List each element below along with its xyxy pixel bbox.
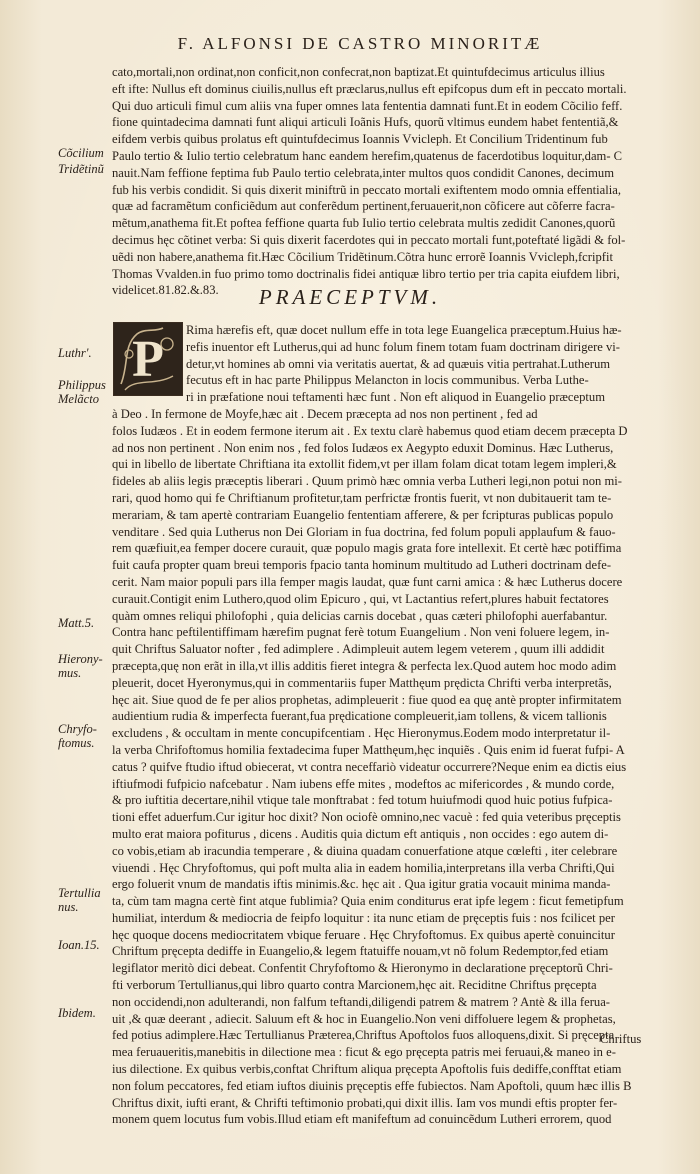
text-line: à Deo . In fermone de Moyfe,hæc ait . Decem præcepta ad nos non pertinent , fed ad <box>112 406 538 421</box>
text-line: pleuerit, docet Hyeronymus,qui in commentariis fuper Matthęum prędicta Chrifti verba interpretãs, <box>112 675 612 690</box>
text-line: videlicet.81.82.&.83. <box>112 283 219 298</box>
text-line: quit Chriftus Saluator nofter , fed adimplere . Adimpleuit autem legem veterem , quum illi addidit <box>112 642 605 657</box>
text-line: fub his verbis condidit. Si quis dixerit miniftrũ in peccato mortali exiftentem modo omnia effentialia, <box>112 182 622 197</box>
text-line: Chriftum pręcepta dediffe in Euangelio,& legem ftatuiffe nouam,vt nõ folum Redemptor,fed etiam <box>112 944 609 959</box>
text-line: rari, quod homo qui fe Chriftianum profitetur,tam perfrictæ frontis fuerit, vt non dubitauerit tam te- <box>112 490 612 505</box>
marginal-hieronymus: Hierony- mus. <box>58 652 103 680</box>
marginal-luther: Luthr'. <box>58 346 92 360</box>
marginal-tertullianus: Tertullia nus. <box>58 886 101 914</box>
text-line: catus ? quifve ftudio iftud obiecerat, vt contra neceffariò videatur occurrere?Neque enim ea dictis eius <box>112 759 627 774</box>
text-line: iftiufmodi fufpicio nafcebatur . Nam iubens effe mites , modeftos ac mifericordes , & mundo corde, <box>112 776 615 791</box>
text-line: ri in præfatione noui teftamenti hæc funt . Non eft aliquod in Euangelio præceptum <box>186 390 605 405</box>
text-line: tioni effet aduerfum.Cur igitur hoc dixit? Non ociofè omnino,nec vacuè : fed quia veteribus pręceptis <box>112 810 621 825</box>
text-line: ius dilectione. Ex quibus verbis,conftat Chriftum aliqua pręcepta Apoftolis fuis dediffe,confftat etiam <box>112 1062 622 1077</box>
text-line: fuit caufa propter quam breui temporis fpacio tanta hominum multitudo ad Lutheri doctrinam defe- <box>112 558 612 573</box>
marginal-matt: Matt.5. <box>58 616 95 630</box>
section-title: PRAECEPTVM. <box>258 285 442 309</box>
text-line: viuendi . Hęc Chryfoftomus, qui poft multa alia in eadem homilia,interpretans illa verba Chrifti,Qui <box>112 860 615 875</box>
catchword: Chriftus <box>600 1032 642 1046</box>
text-line: monem quem locutus fum vobis.Illud etiam eft manifeftum ad conuincẽdum Lutheri errorem, quod <box>112 1112 612 1127</box>
text-line: fed potius adimplere.Hæc Tertullianus Præterea,Chriftus Apoftolos fuos alloquens,dixit. Si pręcepta <box>112 1028 615 1043</box>
text-line: quæ ad facramẽtum conficiẽdum aut conferẽdum pertinent,feruauerit,non cõficere aut cõferre facra- <box>112 199 615 214</box>
text-line: ergo foluerit vnum de mandatis iftis minimis.&c. hęc ait . Qua igitur gratia vocauit minima manda- <box>112 877 611 892</box>
text-line: Chriftus dixit, iufti erant, & Chrifti teftimonio probati,qui dixit illis. Iam vos mundi eftis propter fer- <box>112 1095 618 1110</box>
text-line: Contra hanc peftilentiffimam hærefim pugnat ferè totum Euangelium . Non veni foluere legem, in- <box>112 625 610 640</box>
marginal-philippus: Philippus Melãcto <box>58 378 106 406</box>
text-line: co vobis,etiam ab iracundia temperare , & diuina quadam conuerfatione atque cœlefti , iter celebrare <box>112 843 618 858</box>
text-line: decimus hęc cõtinet verba: Si quis dixerit facerdotes qui in peccato mortali funt,poteftaté ligãdi & fol- <box>112 232 626 247</box>
text-line: non occidendi,non adulterandi, non falfum teftandi,diligendi patrem & matrem ? Antè & illa ferua- <box>112 994 610 1009</box>
text-line: rem quæfiuit,ea femper docere curauit, quæ populo magis grata fore intellexit. Et certè hæc potiffima <box>112 541 622 556</box>
text-line: ta, cùm tam magna certè fint atque fublimia? Quia enim conditurus erat ipfe legem : ficut femetipfum <box>112 894 624 909</box>
text-line: multo erat maiora pofiturus , dicens . Auditis quia dictum eft antiquis , non occides : ego autem di- <box>112 826 609 841</box>
text-line: fecutus eft in hac parte Philippus Melancton in locis communibus. Verba Luthe- <box>186 373 589 388</box>
text-line: audientium rudia & imperfecta fuerant,fua prędicatione compleuerit,iam tollens, & vicem tallionis <box>112 709 607 724</box>
text-line: Paulo tertio & Iulio tertio celebratum hanc eandem herefim,quatenus de facerdotibus loquitur,dam- C <box>112 148 623 163</box>
text-line: fione quintadecima damnati funt aliqui articuli Ioãnis Hufs, quorũ vltimus eundem habet fententiã,& <box>112 115 619 130</box>
marginal-ioan: Ioan.15. <box>58 938 100 952</box>
text-line: quàm omnes reliqui philofophi , quia delicias carnis docebat , quas cæteri philofophi auerfabantur. <box>112 608 608 623</box>
marginal-concilium: Cõcilium <box>58 146 104 160</box>
text-line: uit ,& quæ deerant , adiecit. Saluum eft & hoc in Euangelio.Non veni diffoluere legem & prophetas, <box>112 1011 616 1026</box>
text-line: Thomas Vvalden.in fuo primo tomo doctrinalis fidei antiquæ libro tertio per tria capita eiufdem libri, <box>112 266 620 281</box>
marginal-tridentinum: Tridẽtinũ <box>58 162 104 176</box>
text-line: nauit.Nam feffione feptima fub Paulo tertio celebrata,inter multos quos condidit Canones, decimum <box>112 165 614 180</box>
text-line: detur,vt homines ab omni via veritatis auertat, & ad quæuis vitia pertrahat.Lutherum <box>186 356 611 371</box>
text-line: fideles ab aliis legis præceptis liberari . Quum primò hæc omnia verba Lutheri legi,non potui non mi- <box>112 474 622 489</box>
text-line: folos Iudæos . Et in eodem fermone iterum ait . Ex textu clarè habemus quod etiam decem præcepta D <box>112 423 628 438</box>
text-line: qui in libello de libertate Chriftiana ita extollit fidem,vt per illam folam dicat totam legem impleri,& <box>112 457 617 472</box>
text-line: non folum peccatores, fed etiam iuftos diuinis pręceptis effe fubiectos. Nam Apoftoli, quum hæc illis B <box>112 1078 632 1093</box>
text-line: curauit.Contigit enim Luthero,quod olim Epicuro , qui, vt Lactantius refert,plures habuit fectatores <box>112 591 609 606</box>
text-line: hęc quoque docens mediocritatem vbique feruare . Hęc Chryfoftomus. Ex quibus apertè conuincitur <box>112 927 615 942</box>
text-line: venditare . Sed quia Lutherus non Dei Gloriam in fua doctrina, fed folum populi applaufum & fauo- <box>112 524 616 539</box>
text-line: hęc ait. Siue quod de fe per alios prophetas, adimpleuerit : fiue quod ea quę antè propter infirmitatem <box>112 692 622 707</box>
main-text-block <box>112 322 650 1128</box>
text-line: la verba Chrifoftomus homilia fextadecima fuper Matthęum,hęc inquiẽs . Quis enim id fuerat fufpi- A <box>112 742 625 757</box>
marginal-ibidem: Ibidem. <box>58 1006 96 1020</box>
text-line: eft ifte: Nullus eft dominus ciuilis,nullus eft præclarus,nullus eft epifcopus dum eft in peccato mortali. <box>112 81 627 96</box>
text-line: Qui duo articuli fimul cum aliis vna fuper omnes lata fententia damnati funt.Et in eodem Cõcilio feff. <box>112 98 623 113</box>
svg-text:P: P <box>132 331 164 388</box>
text-line: mea feruaueritis,manebitis in dilectione mea : ficut & ego pręcepta patris mei feruaui,& maneo in e- <box>112 1045 616 1060</box>
running-head: F. ALFONSI DE CASTRO MINORITÆ <box>177 34 543 53</box>
text-line: Rima hærefis eft, quæ docet nullum effe in tota lege Euangelica præceptum.Huius hæ- <box>186 323 622 337</box>
text-line: uẽdi non habere,anathema fit.Hæc Cõcilium Tridẽtinum.Cõtra hunc errorẽ Ioannis Vvicleph,fcripfit <box>112 249 613 264</box>
text-line: & pro iuftitia decertare,nihil vtique tale monftrabat : fed totum huiufmodi quod huic potius fufpica- <box>112 793 613 808</box>
marginal-chrysostomus: Chryfo- ftomus. <box>58 722 97 750</box>
text-line: cerit. Nam maior populi pars illa femper magis laudat, quæ funt carni amica : & hæc Lutherus docere <box>112 574 623 589</box>
text-line: humiliat, interdum & mediocria de feipfo loquitur : ita nunc etiam de pręceptis fuis : nos fcilicet per <box>112 910 615 925</box>
text-line: refis inuentor eft Lutherus,qui ad hunc folum finem totam fuam doctrinam dirigere vi- <box>186 339 621 354</box>
text-line: ad nos non pertinent . Non enim nos , fed folos Iudæos ex Aegypto eduxit Dominus. Hæc Lutherus, <box>112 440 614 455</box>
text-line: merariam, & tam apertè contrariam Euangelio fententiam afferere, & per fcripturas publicas populo <box>112 507 614 522</box>
text-line: cato,mortali,non ordinat,non conficit,non confecrat,non baptizat.Et quintufdecimus articulus illius <box>112 65 605 79</box>
text-line: præcepta,quę non erãt in illa,vt illis additis fieret integra & perfecta lex.Quod autem hoc modo adim <box>112 658 617 673</box>
text-line: legiflator meritò dici debeat. Confentit Chryfoftomo & Hieronymo in declaratione pręceptorũ Chri- <box>112 961 613 976</box>
text-line: eifdem verbis quibus prolatus eft quintufdecimus Ioannis Vvicleph. Et Concilium Tridentinum fub <box>112 132 608 147</box>
top-text-block <box>112 64 650 299</box>
text-line: excludens , & occultam in mente concupifcentiam . Hęc Hieronymus.Eodem modo interpretatur il- <box>112 726 611 741</box>
text-line: fti verborum Tertullianus,qui libro quarto contra Marcionem,hęc ait. Reciditne Chriftus pręcepta <box>112 978 597 993</box>
text-line: mẽtum,anathema fit.Et poftea feffione quarta fub Iulio tertio celebrata multis zedidit Canones,quorũ <box>112 216 616 231</box>
